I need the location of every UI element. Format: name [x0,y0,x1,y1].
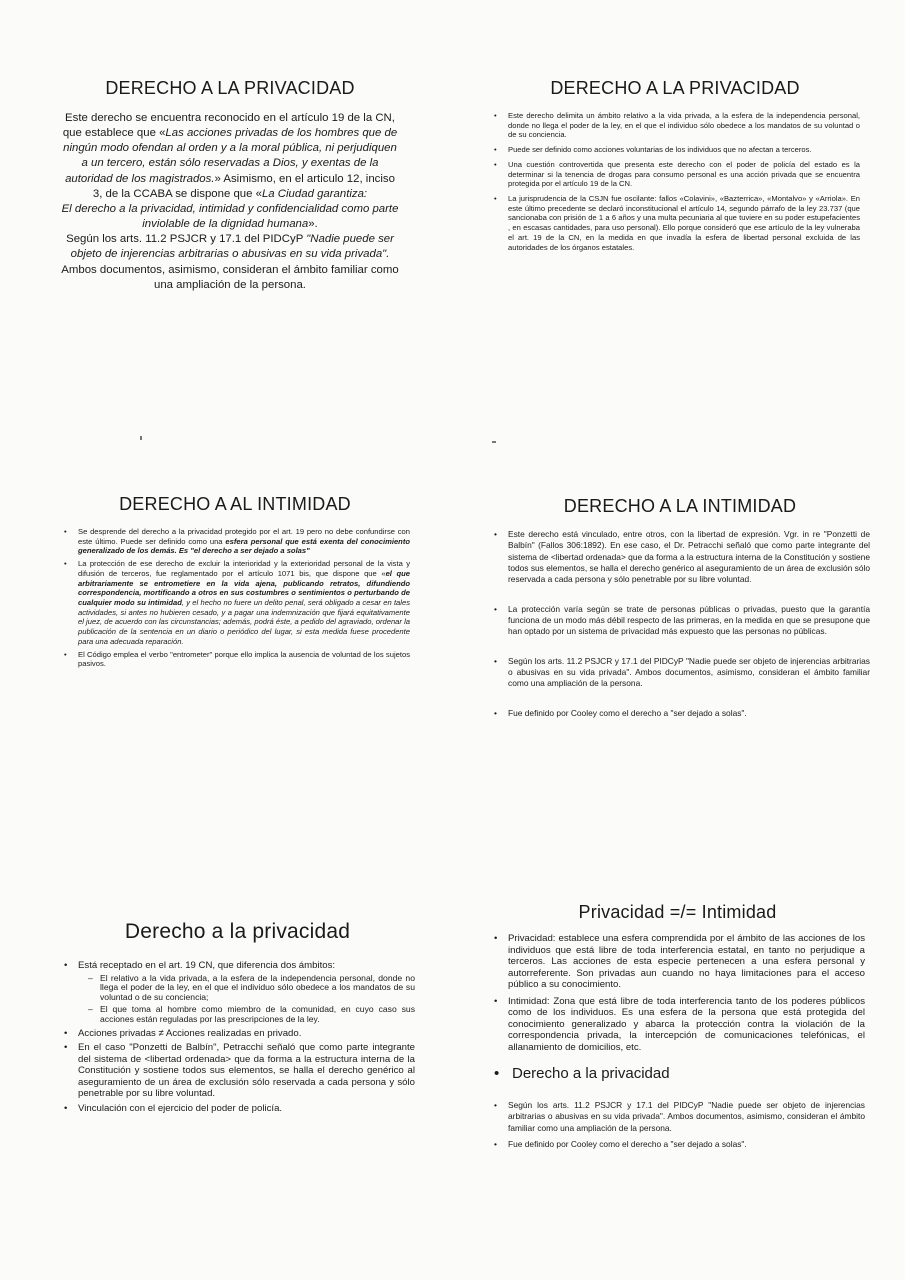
list-item: • Una cuestión controvertida que presenta este derecho con el poder de policía del estado es la determinar si la tenencia de drogas para consumo personal es una acción privada que se encuentra protegida por el artículo 19 de la CN. [508,160,860,189]
list-item: • Según los arts. 11.2 PSJCR y 17.1 del PIDCyP "Nadie puede ser objeto de injerencias arbitrarias o abusivas en su vida privada". Ambos documentos, asimismo, consideran el ámbito familiar como una ampliación de la persona. [508,1100,865,1134]
list-item: • El Código emplea el verbo "entrometer" porque ello implica la ausencia de voluntad de los sujetos pasivos. [78,650,410,669]
paragraph: El derecho a la privacidad, intimidad y confidencialidad como parte inviolable de la dignidad humana». [61,202,399,231]
slide-privacidad-vs-intimidad [490,902,865,1155]
list-item: • Puede ser definido como acciones voluntarias de los individuos que no afectan a terceros. [508,145,860,155]
paragraph: Este derecho se encuentra reconocido en el artículo 19 de la CN, que establece que «Las acciones privadas de los hombres que de ningún modo ofendan al orden y a la moral pública, ni perjudiquen a un tercero, están sólo reservadas a Dios, y exentas de la autoridad de los magistrados.» Asimismo, en el articulo 12, inciso 3, de la CCABA se dispone que «La Ciudad garantiza: [62,112,398,200]
slide-privacidad-1 [60,78,400,293]
bullet-list [490,529,870,719]
bullet-list [490,933,865,1053]
paragraph: Según los arts. 11.2 PSJCR y 17.1 del PIDCyP "Nadie puede ser objeto de injerencias arbitrarias o abusivas en su vida privada". Ambos documentos, asimismo, consideran el ámbito familiar como una ampliación de la persona. [61,233,399,291]
list-item: • Privacidad: establece una esfera comprendida por el ámbito de las acciones de los individuos que está libre de toda interferencia estatal, en tanto no perjudique a terceros. Las acciones de esta especie pertenecen a una esfera personal y autorreferente. Son privadas aun cuando no haya limitaciones para el acceso público a su conocimiento. [508,933,865,991]
list-item: • La protección de ese derecho de excluir la interioridad y la exterioridad personal de la vista y difusión de terceros, fue reglamentado por el artículo 1071 bis, que dispone que «el que arbitrariamente se entrometiere en la vida ajena, publicando retratos, difundiendo correspondencia, mortificando a otros en sus costumbres o sentimientos o perturbando de cualquier modo su intimidad, y el hecho no fuere un delito penal, será obligado a cesar en tales actividades, si antes no hubieren cesado, y a pagar una indemnización que fijará equitativamente el juez, de acuerdo con las circunstancias; además, podrá éste, a pedido del agraviado, ordenar la publicación de la sentencia en un diario o periódico del lugar, si esta medida fuese procedente para una adecuada reparación. [78,559,410,646]
list-item: • Se desprende del derecho a la privacidad protegido por el art. 19 pero no debe confundirse con este último. Puede ser definido como una esfera personal que está exenta del conocimiento generalizado de los demás. Es "el derecho a ser dejado a solas" [78,527,410,556]
bullet-list [490,1100,865,1150]
scan-speck [492,441,496,443]
slide-title: Derecho a la privacidad [124,920,351,943]
slide-privacidad-2 [490,78,860,257]
list-item: • En el caso "Ponzetti de Balbín", Petracchi señaló que como parte integrante del sistema de <libertad ordenada> que da forma a la estructura interna de la Constitución y sostiene todos sus elementos, se halla el derecho genérico al aseguramiento de un área de exclusión sólo reservada a cada persona y sólo penetrable por su libre voluntad. [78,1042,415,1100]
list-item: • Este derecho delimita un ámbito relativo a la vida privada, a la esfera de la independencia personal, donde no llega el poder de la ley, en el que el individuo sólo obedece a los mandatos de su voluntad o de su conciencia. [508,111,860,140]
list-item: • Intimidad: Zona que está libre de toda interferencia tanto de los poderes públicos como de los individuos. Es una esfera de la persona que está protegida del conocimiento generalizado y abarca la protección contra la violación de la correspondencia privada, la intercepción de comunicaciones telefónicas, el allanamiento de domicilios, etc. [508,996,865,1054]
scan-speck [140,436,142,440]
list-item: • Fue definido por Cooley como el derecho a "ser dejado a solas". [508,708,870,719]
list-item: • Acciones privadas ≠ Acciones realizadas en privado. [78,1028,415,1040]
bullet-list [60,960,415,1114]
list-item: • Vinculación con el ejercicio del poder de policía. [78,1103,415,1115]
sub-list [78,974,415,1025]
bullet-list [490,111,860,252]
sub-item: – El relativo a la vida privada, a la esfera de la independencia personal, donde no llega el poder de la ley, en el que el individuo sólo obedece a los mandatos de su voluntad o de su conciencia; [100,974,415,1004]
slide-title: DERECHO A LA PRIVACIDAD [105,78,355,98]
list-item: • Este derecho está vinculado, entre otros, con la libertad de expresión. Vgr. in re "Ponzetti de Balbín" (Fallos 306:1892). En ese caso, el Dr. Petracchi señaló que como parte integrante del sistema de <libertad ordenada> que da forma a la estructura interna de la Constitución y sostiene todos sus elementos, se halla el derecho genérico al aseguramiento de un área de exclusión sólo reservada a cada persona y sólo penetrable por su libre voluntad. [508,529,870,586]
list-item: • Está receptado en el art. 19 CN, que diferencia dos ámbitos: – El relativo a la vida privada, a la esfera de la independencia personal, donde no llega el poder de la ley, en el que el individuo sólo obedece a los mandatos de su voluntad o de su conciencia; – El que toma al hombre como miembro de la comunidad, en cuyo caso sus acciones están reguladas por las prescripciones de la ley. [78,960,415,1025]
list-item: • Fue definido por Cooley como el derecho a "ser dejado a solas". [508,1139,865,1150]
sub-item: – El que toma al hombre como miembro de la comunidad, en cuyo caso sus acciones están reguladas por las prescripciones de la ley. [100,1005,415,1025]
slide-privacidad-3 [60,920,415,1117]
list-item: • La jurisprudencia de la CSJN fue oscilante: fallos «Colavini», «Bazterrica», «Montalvo» y «Arriola». En este último precedente se declaró inconstitucional el artículo 14, segundo párrafo de la ley 23.737 (que sancionaba con prisión de 1 a 6 años y una multa pecuniaria al que tuviere en su poder estupefacientes , en escasas cantidades, para uso personal). Ello porque consideró que ese artículo de la ley vulneraba el art. 19 de la CN, en la medida en que invadía la esfera de libertad personal excluida de las autoridades de los órganos estatales. [508,194,860,252]
slide-intimidad-1 [60,494,410,672]
slide-title: DERECHO A LA PRIVACIDAD [550,78,800,98]
slide-title: Privacidad =/= Intimidad [578,902,777,922]
slide-intimidad-2 [490,496,870,737]
slide-body [60,111,400,293]
subheading: • Derecho a la privacidad [494,1065,865,1082]
bullet-list [60,527,410,669]
list-item: • Según los arts. 11.2 PSJCR y 17.1 del PIDCyP "Nadie puede ser objeto de injerencias arbitrarias o abusivas en su vida privada". Ambos documentos, asimismo, consideran el ámbito familiar como una ampliación de la persona. [508,656,870,690]
slide-title: DERECHO A LA INTIMIDAD [563,496,797,516]
list-item: • La protección varía según se trate de personas públicas o privadas, puesto que la garantía funciona de un modo más débil respecto de las primeras, en la medida en que se presupone que han optado por un sistema de privacidad más expuesto que las personas no públicas. [508,604,870,638]
slide-title: DERECHO A AL INTIMIDAD [119,494,351,514]
